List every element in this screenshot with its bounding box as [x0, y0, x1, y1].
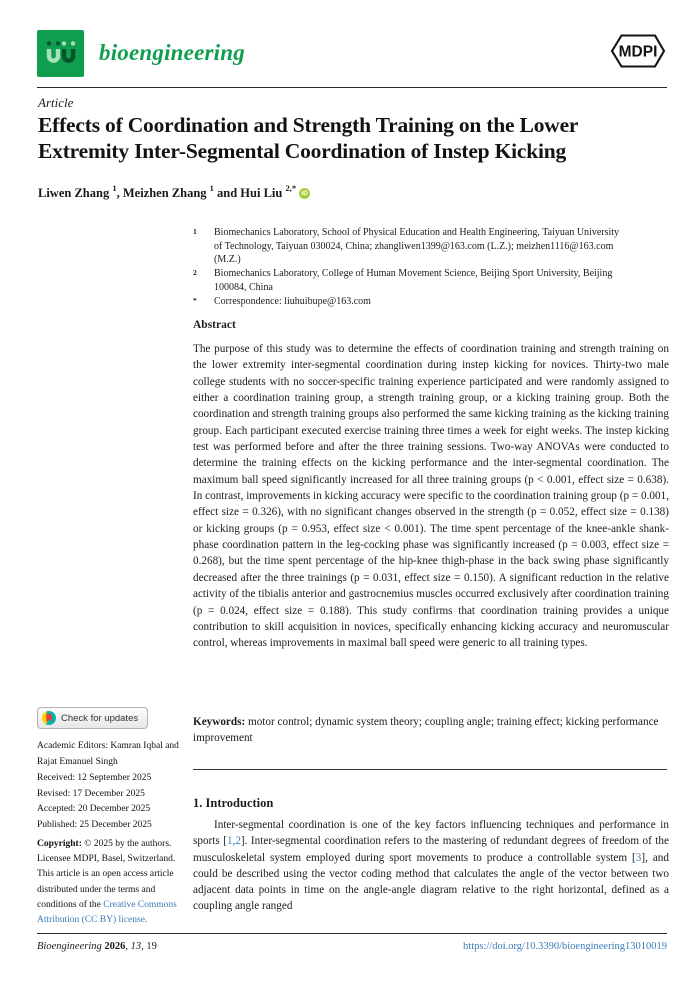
copyright-text: © 2025 by the authors. Licensee MDPI, Basel, Switzerland. This article is an open access article distributed under the terms and conditions of the — [37, 839, 176, 910]
received-date: Received: 12 September 2025 — [37, 773, 152, 783]
footer-journal-name: Bioengineering — [37, 941, 105, 952]
article-dates — [37, 771, 179, 833]
footer-volume: 13 — [130, 941, 142, 952]
introduction-paragraph — [193, 817, 669, 915]
cc-by-license-link[interactable]: Creative Commons Attribution (CC BY) license. — [37, 899, 177, 926]
article-type-label: Article — [38, 95, 74, 110]
journal-citation — [37, 941, 157, 952]
journal-brand — [37, 30, 245, 77]
author-name: , Meizhen Zhang — [116, 186, 210, 200]
affiliation-marker: 2 — [193, 268, 197, 278]
bioengineering-logo-icon — [37, 30, 84, 77]
intro-text: ]. Inter-segmental coordination refers to the mastering of redundant degrees of freedom of the musculoskeletal system employed during sport movements to produce a controllable system [ — [193, 835, 669, 864]
footer-page: , 19 — [141, 941, 157, 952]
mdpi-logo — [603, 30, 667, 77]
citation-link[interactable]: 3 — [635, 851, 642, 864]
keywords-text: motor control; dynamic system theory; coupling angle; training effect; kicking performance improvement — [193, 716, 659, 745]
accepted-date: Accepted: 20 December 2025 — [37, 804, 151, 814]
mdpi-logo-text: MDPI — [618, 43, 658, 60]
check-for-updates-label: Check for updates — [61, 712, 139, 724]
copyright-label: Copyright: — [37, 839, 85, 849]
copyright-notice — [37, 837, 179, 928]
affiliation-text: Biomechanics Laboratory, School of Physical Education and Health Engineering, Taiyuan University of Technology, Taiyuan 030024, China; zhangliwen1399@163.com (L.Z.); meizhen1116@163.com (M.Z.) — [214, 227, 620, 266]
affiliation-marker: * — [193, 295, 197, 305]
keywords-divider — [193, 769, 667, 770]
author-name: and Hui Liu — [213, 186, 286, 200]
page-footer — [37, 941, 667, 952]
affiliation-item — [193, 267, 663, 294]
crossmark-icon — [42, 711, 56, 725]
header-divider — [37, 87, 667, 88]
authors-line — [38, 183, 310, 201]
journal-name: bioengineering — [99, 40, 245, 65]
correspondence-text: Correspondence: liuhuibupe@163.com — [214, 295, 371, 307]
intro-text: Inter-segmental coordination is one of the key factors influencing techniques and performance in sports [ — [193, 819, 669, 848]
author-name: Liwen Zhang — [38, 186, 113, 200]
footer-year: 2026 — [104, 941, 126, 952]
author-affil-sup: 2,* — [285, 183, 297, 193]
affiliations-block — [193, 226, 663, 309]
page-title: Effects of Coordination and Strength Training on the Lower Extremity Inter-Segmental Coordination of Instep Kicking — [38, 113, 578, 163]
affiliation-marker: 1 — [193, 227, 197, 236]
citation-link[interactable]: 1,2 — [226, 835, 241, 848]
author-affil-sup: 1 — [112, 183, 117, 193]
published-date: Published: 25 December 2025 — [37, 819, 152, 830]
affiliation-text: Biomechanics Laboratory, College of Human Movement Science, Beijing Sport University, Beijing 100084, China — [214, 268, 613, 293]
footer-separator: , — [125, 941, 131, 952]
academic-editors: Academic Editors: Kamran Iqbal and Rajat Emanuel Singh — [37, 741, 179, 767]
intro-text: ], and could be described using the vector coding method that calculates the angle of the vector between two adjacent data points in time on the angle-angle diagram relative to the right horizontal, defined as a coupling angle ranged — [193, 851, 669, 913]
orcid-icon[interactable]: iD — [299, 188, 310, 199]
keywords-block — [193, 714, 669, 747]
section-heading-introduction: 1. Introduction — [193, 796, 274, 810]
footer-divider — [37, 933, 667, 934]
affiliation-item — [193, 295, 663, 309]
keywords-label: Keywords: — [193, 716, 248, 728]
affiliation-item — [193, 226, 663, 267]
check-for-updates-button[interactable] — [37, 707, 148, 729]
abstract-text: The purpose of this study was to determine the effects of coordination training and strength training on the lower extremity inter-segmental coordination during instep kicking for novices. Thirty-two male college students with no soccer-specific training experience participated and were randomly assigned to either a coordination training group, a strength training group, or a kicking training group. Both the coordination and strength training groups also performed the same kicking training as the kicking training group. Each participant executed exercise training three times a week for eight weeks. The instep kicking test was performed before and after the three training sessions. Two-way ANOVAs were conducted to determine the training effects on the kicking performance and the inter-segmental coordination. The maximum ball speed significantly increased for all three training groups (p < 0.001, effect size = 0.638). In contrast, improvements in kicking accuracy were specific to the coordination training group (p = 0.001, effect size = 0.326), with no significant changes observed in the strength (p = 0.052, effect size = 0.138) or kicking groups (p = 0.953, effect size < 0.001). The time spent percentage of the knee-ankle shank-phase coordination pattern in the leg-cocking phase was significantly increased (p = 0.003, effect size = 0.268), but the time spent percentage of the hip-knee thigh-phase in the back swing phase significantly decreased after the three trainings (p = 0.031, effect size = 0.150). A significant reduction in the relative activity of the tibialis anterior and gastrocnemius muscles occurred exclusively after coordination training (p = 0.024, effect size = 0.188). This study confirms that coordination training provides a unique contribution to skill acquisition in novices, specifically enhancing kicking accuracy and neuromuscular control, whereas improvements in maximal ball speed were generic to all training types. — [193, 343, 669, 650]
doi-link[interactable]: https://doi.org/10.3390/bioengineering13010019 — [463, 941, 667, 952]
revised-date: Revised: 17 December 2025 — [37, 788, 145, 799]
author-affil-sup: 1 — [209, 183, 214, 193]
page-header — [37, 28, 667, 78]
abstract-heading: Abstract — [193, 319, 236, 331]
